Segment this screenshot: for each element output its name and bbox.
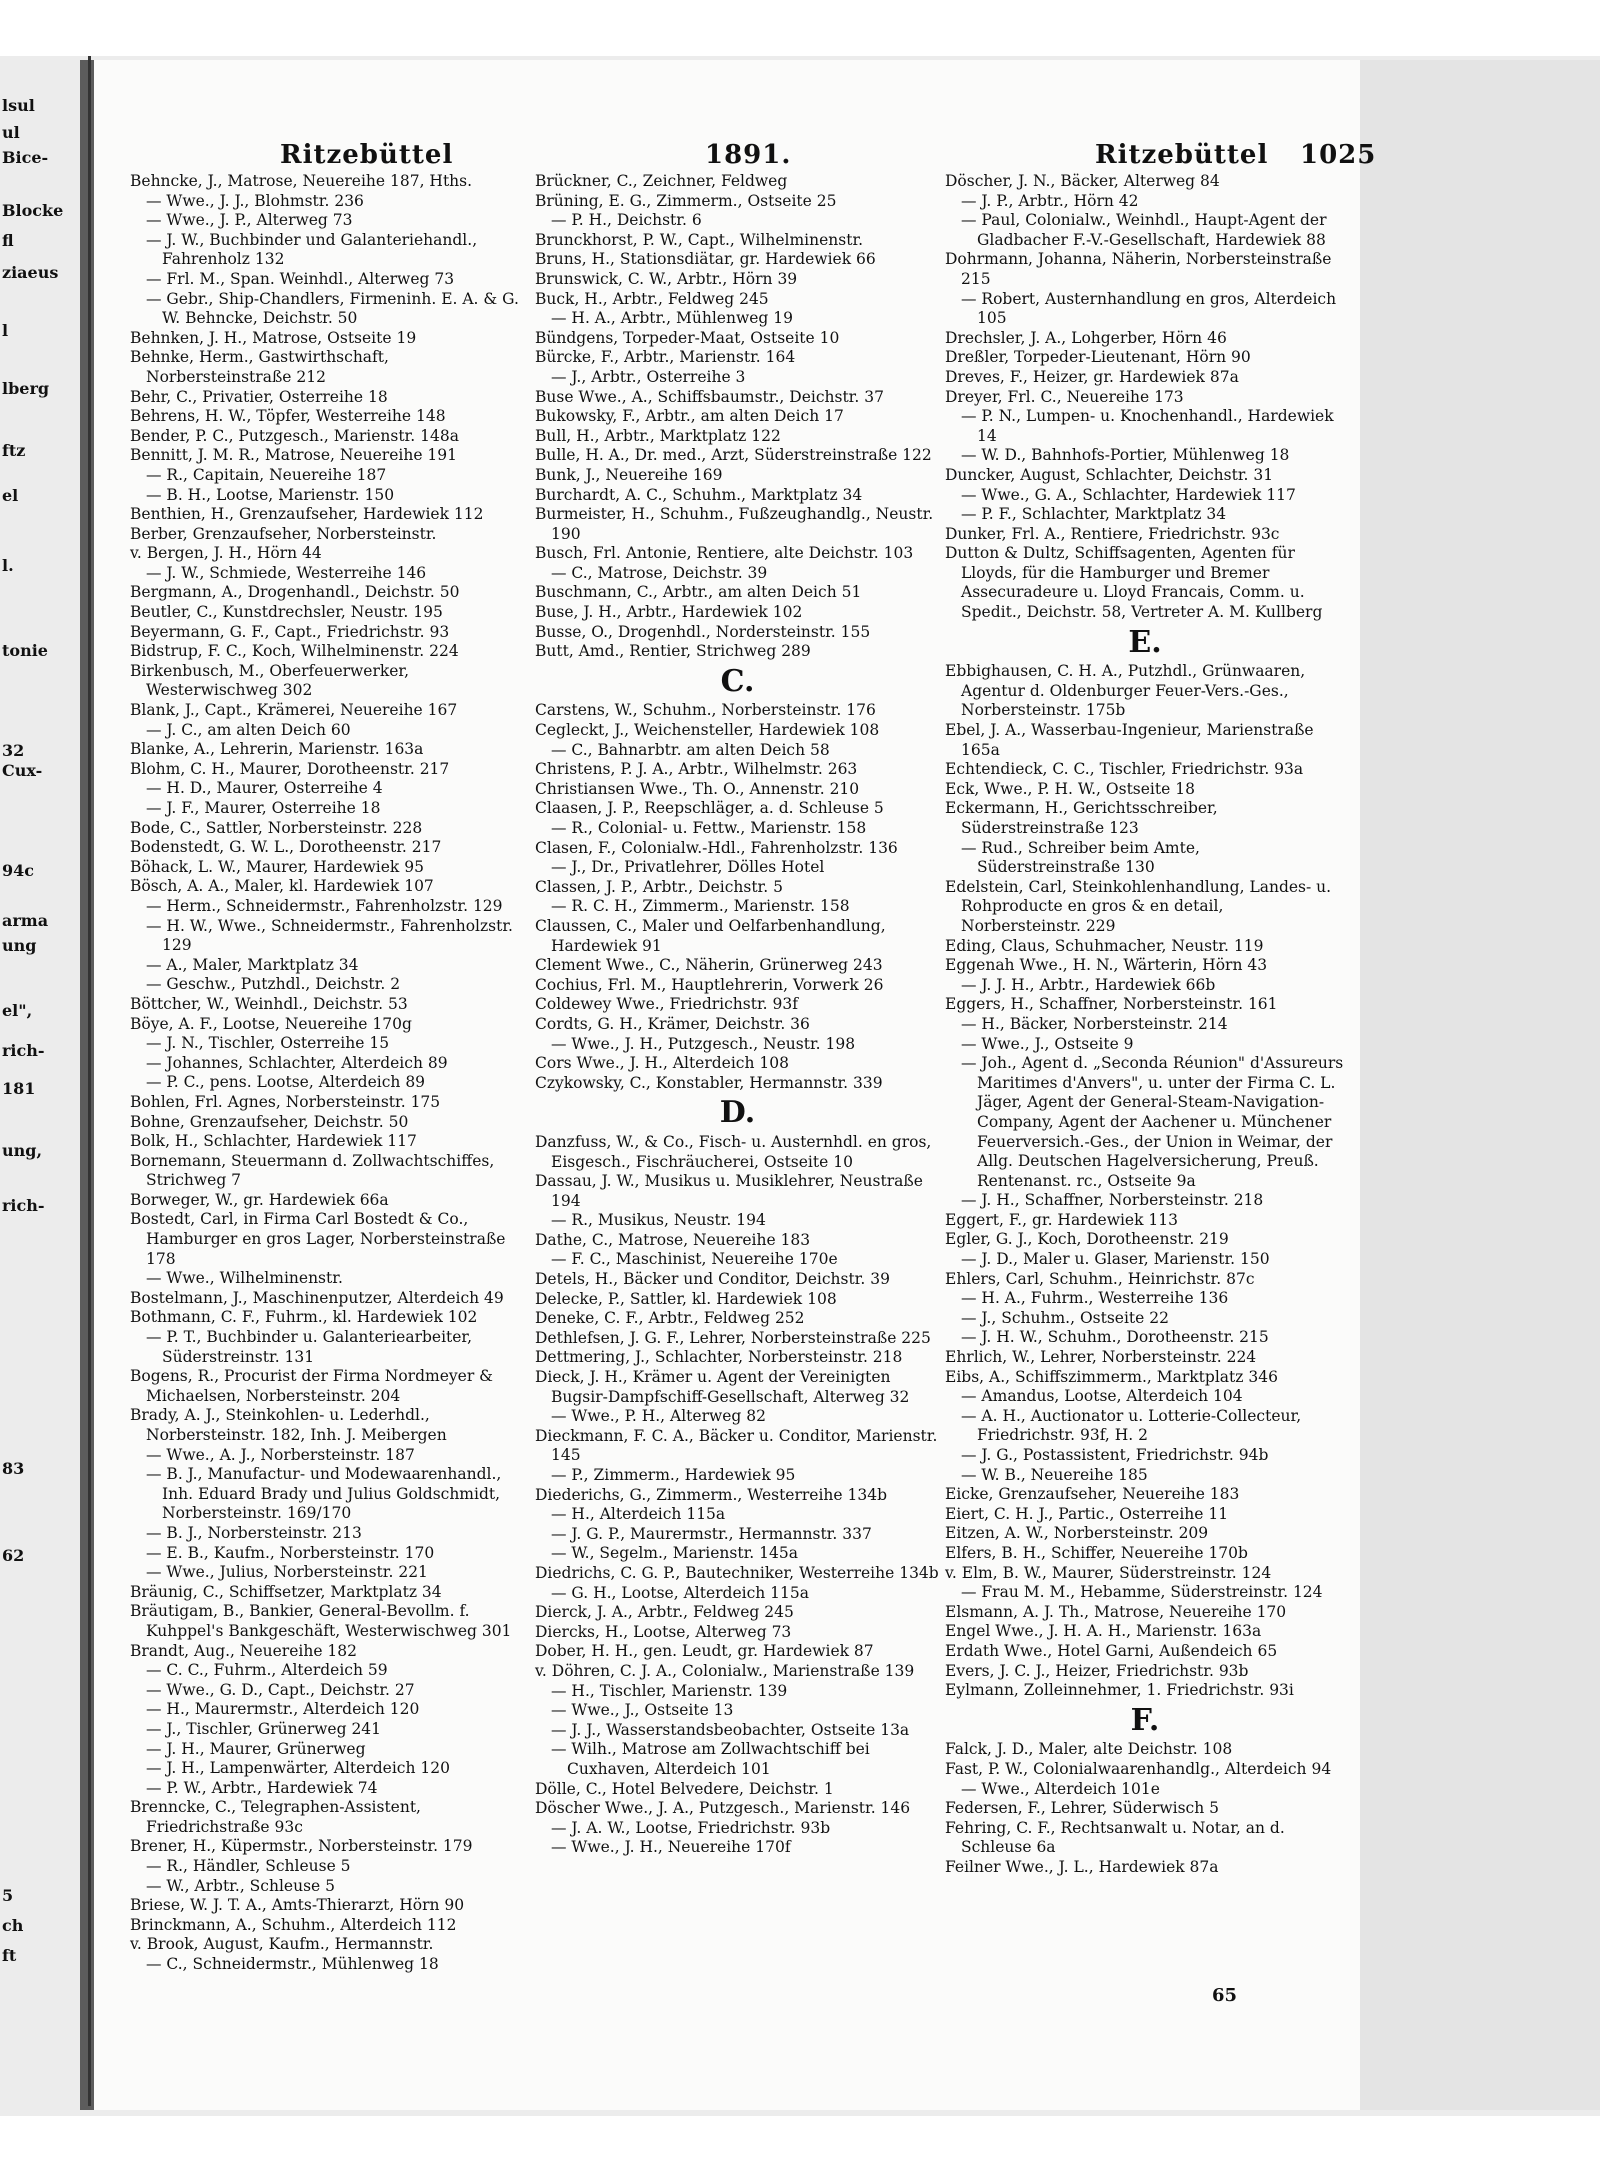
directory-entry: Brinckmann, A., Schuhm., Alterdeich 112 (130, 1915, 457, 1934)
margin-fragment: 181 (2, 1079, 36, 1098)
directory-entry: Elsmann, A. J. Th., Matrose, Neuereihe 170 (945, 1602, 1287, 1621)
directory-entry: Behnken, J. H., Matrose, Ostseite 19 (130, 328, 417, 347)
directory-entry: — R. C. H., Zimmerm., Marienstr. 158 (551, 897, 850, 916)
directory-entry: Christens, P. J. A., Arbtr., Wilhelmstr. 263 (535, 760, 858, 779)
directory-entry: — C., Bahnarbtr. am alten Deich 58 (551, 740, 830, 759)
directory-entry: — H. A., Arbtr., Mühlenweg 19 (551, 309, 793, 328)
directory-entry: Burmeister, H., Schuhm., Fußzeughandlg., Neustr. 190 (535, 505, 934, 543)
directory-entry: Brückner, C., Zeichner, Feldweg (535, 172, 788, 190)
directory-entry: Buschmann, C., Arbtr., am alten Deich 51 (535, 583, 862, 602)
directory-entry: Erdath Wwe., Hotel Garni, Außendeich 65 (945, 1641, 1278, 1660)
directory-entry: — P. F., Schlachter, Marktplatz 34 (961, 505, 1227, 524)
directory-entry: Buse Wwe., A., Schiffsbaumstr., Deichstr. 37 (535, 387, 884, 406)
margin-fragment: ung, (2, 1141, 43, 1160)
directory-entry: Ebbighausen, C. H. A., Putzhdl., Grünwaaren, Agentur d. Oldenburger Feuer-Vers.-Ges., Norbersteinstr. 175b (945, 662, 1306, 720)
section-letter: F. (1130, 1702, 1160, 1738)
margin-fragment: el", (2, 1001, 33, 1020)
directory-entry: Borweger, W., gr. Hardewiek 66a (130, 1190, 389, 1209)
directory-entry: Eggers, H., Schaffner, Norbersteinstr. 161 (945, 995, 1278, 1014)
page-number: 1025 (1300, 140, 1377, 170)
directory-entry: — J. G. P., Maurermstr., Hermannstr. 337 (551, 1524, 872, 1543)
directory-entry: Dethlefsen, J. G. F., Lehrer, Norbersteinstraße 225 (535, 1328, 931, 1347)
margin-fragment: ch (2, 1916, 24, 1935)
margin-fragment: ul (2, 123, 20, 142)
directory-entry: v. Döhren, C. J. A., Colonialw., Marienstraße 139 (535, 1661, 915, 1680)
directory-entry: Bergmann, A., Drogenhandl., Deichstr. 50 (130, 583, 460, 602)
directory-entry: Behr, C., Privatier, Osterreihe 18 (130, 387, 388, 406)
margin-fragment: ung (2, 936, 37, 955)
directory-entry: Brunckhorst, P. W., Capt., Wilhelminenstr. (535, 230, 864, 249)
directory-entry: — W. D., Bahnhofs-Portier, Mühlenweg 18 (961, 446, 1290, 465)
directory-column-2 (535, 172, 940, 1858)
directory-entry: — H., Tischler, Marienstr. 139 (551, 1681, 788, 1700)
directory-entry: Ehlers, Carl, Schuhm., Heinrichstr. 87c (945, 1269, 1255, 1288)
directory-entry: Bösch, A. A., Maler, kl. Hardewiek 107 (130, 877, 434, 896)
directory-entry: Bode, C., Sattler, Norbersteinstr. 228 (130, 818, 423, 837)
directory-column-3 (945, 172, 1345, 1877)
directory-entry: — Gebr., Ship-Chandlers, Firmeninh. E. A. & G. W. Behncke, Deichstr. 50 (146, 289, 519, 328)
directory-entry: Cors Wwe., J. H., Alterdeich 108 (535, 1054, 789, 1073)
directory-entry: — J. A. W., Lootse, Friedrichstr. 93b (551, 1818, 831, 1837)
directory-entry: — J. C., am alten Deich 60 (146, 720, 351, 739)
directory-entry: Bennitt, J. M. R., Matrose, Neuereihe 191 (130, 446, 457, 465)
directory-entry: Bräutigam, B., Bankier, General-Bevollm. f. Kuhppel's Bankgeschäft, Westerwischweg 301 (130, 1602, 512, 1640)
directory-entry: Fehring, C. F., Rechtsanwalt u. Notar, an d. Schleuse 6a (945, 1818, 1285, 1857)
directory-entry: — Rud., Schreiber beim Amte, Süderstreinstraße 130 (961, 838, 1200, 877)
page-edge-shadow (1360, 60, 1600, 2110)
directory-entry: Behrens, H. W., Töpfer, Westerreihe 148 (130, 407, 446, 426)
directory-entry: Burchardt, A. C., Schuhm., Marktplatz 34 (535, 485, 863, 504)
directory-entry: — B. J., Norbersteinstr. 213 (146, 1523, 362, 1542)
directory-entry: — J. H., Maurer, Grünerweg (146, 1739, 366, 1758)
directory-entry: Dohrmann, Johanna, Näherin, Norbersteinstraße 215 (945, 250, 1332, 288)
margin-fragment: lberg (2, 379, 50, 398)
directory-entry: Butt, Amd., Rentier, Strichweg 289 (535, 642, 811, 661)
margin-fragment: ziaeus (2, 263, 59, 282)
directory-entry: Claasen, J. P., Reepschläger, a. d. Schleuse 5 (535, 799, 884, 818)
directory-entry: — Herm., Schneidermstr., Fahrenholzstr. 129 (146, 896, 503, 915)
directory-entry: — Wwe., J. J., Blohmstr. 236 (146, 191, 364, 210)
directory-entry: — J. J., Wasserstandsbeobachter, Ostseite 13a (551, 1720, 910, 1739)
directory-entry: Bohlen, Frl. Agnes, Norbersteinstr. 175 (130, 1092, 441, 1111)
directory-entry: — C. C., Fuhrm., Alterdeich 59 (146, 1661, 388, 1680)
directory-entry: Danzfuss, W., & Co., Fisch- u. Austernhdl. en gros, Eisgesch., Fischräucherei, Ostseite 10 (535, 1132, 932, 1171)
margin-fragment: 32 (2, 741, 25, 760)
directory-entry: Behnke, Herm., Gastwirthschaft, Norbersteinstraße 212 (130, 348, 389, 386)
directory-entry: — J. W., Schmiede, Westerreihe 146 (146, 563, 427, 582)
margin-fragment: 62 (2, 1546, 25, 1565)
directory-entry: Böhack, L. W., Maurer, Hardewiek 95 (130, 857, 424, 876)
directory-entry: Echtendieck, C. C., Tischler, Friedrichstr. 93a (945, 760, 1304, 779)
directory-entry: Drechsler, J. A., Lohgerber, Hörn 46 (945, 328, 1227, 347)
margin-fragment: fl (2, 231, 14, 250)
directory-entry: Classen, J. P., Arbtr., Deichstr. 5 (535, 877, 783, 896)
directory-entry: Bostelmann, J., Maschinenputzer, Alterdeich 49 (130, 1288, 504, 1307)
directory-entry: Evers, J. C. J., Heizer, Friedrichstr. 93b (945, 1661, 1249, 1680)
directory-entry: — Wwe., Julius, Norbersteinstr. 221 (146, 1563, 428, 1582)
directory-entry: Brunswick, C. W., Arbtr., Hörn 39 (535, 269, 798, 288)
directory-entry: v. Brook, August, Kaufm., Hermannstr. (130, 1935, 434, 1954)
margin-fragment: arma (2, 911, 49, 930)
directory-entry: Dölle, C., Hotel Belvedere, Deichstr. 1 (535, 1779, 834, 1798)
directory-entry: — Joh., Agent d. „Seconda Réunion" d'Assureurs Maritimes d'Anvers", u. unter der Firma C. L. Jäger, Agent der General-Steam-Navigation-Company, Agent der Aachener u. Münchener Feuerversich.-Ges., der Union in Weimar, der Allg. Deutschen Hagelversicherung, Preuß. Rentenanst. rc., Ostseite 9a (961, 1054, 1344, 1190)
margin-fragment: 5 (2, 1886, 14, 1905)
directory-entry: Federsen, F., Lehrer, Süderwisch 5 (945, 1799, 1219, 1818)
directory-entry: — C., Matrose, Deichstr. 39 (551, 563, 768, 582)
directory-entry: Bothmann, C. F., Fuhrm., kl. Hardewiek 102 (130, 1308, 478, 1327)
directory-entry: — J. W., Buchbinder und Galanteriehandl., Fahrenholz 132 (146, 230, 478, 269)
directory-entry: Clasen, F., Colonialw.-Hdl., Fahrenholzstr. 136 (535, 838, 898, 857)
directory-entry: Dunker, Frl. A., Rentiere, Friedrichstr. 93c (945, 524, 1280, 543)
directory-entry: — Wwe., J. P., Alterweg 73 (146, 211, 353, 230)
directory-entry: Buse, J. H., Arbtr., Hardewiek 102 (535, 603, 803, 622)
margin-fragment: Bice- (2, 148, 49, 167)
directory-entry: Eck, Wwe., P. H. W., Ostseite 18 (945, 779, 1195, 798)
directory-entry: Carstens, W., Schuhm., Norbersteinstr. 176 (535, 701, 876, 720)
directory-entry: Bull, H., Arbtr., Marktplatz 122 (535, 426, 781, 445)
directory-entry: Bündgens, Torpeder-Maat, Ostseite 10 (535, 328, 840, 347)
directory-entry: Bulle, H. A., Dr. med., Arzt, Süderstreinstraße 122 (535, 446, 932, 465)
directory-entry: — H. W., Wwe., Schneidermstr., Fahrenholzstr. 129 (146, 916, 513, 955)
directory-entry: Brener, H., Küpermstr., Norbersteinstr. 179 (130, 1837, 473, 1856)
directory-entry: Eitzen, A. W., Norbersteinstr. 209 (945, 1524, 1209, 1543)
directory-entry: Engel Wwe., J. H. A. H., Marienstr. 163a (945, 1622, 1262, 1641)
directory-entry: Böttcher, W., Weinhdl., Deichstr. 53 (130, 994, 408, 1013)
directory-entry: — Wwe., J., Ostseite 9 (961, 1034, 1134, 1053)
directory-entry: — R., Capitain, Neuereihe 187 (146, 465, 387, 484)
directory-entry: — W., Segelm., Marienstr. 145a (551, 1544, 798, 1563)
margin-fragment: ftz (2, 441, 26, 460)
directory-entry: Beutler, C., Kunstdrechsler, Neustr. 195 (130, 603, 443, 622)
directory-entry: Behncke, J., Matrose, Neuereihe 187, Hths. (130, 172, 473, 190)
directory-entry: Fast, P. W., Colonialwaarenhandlg., Alterdeich 94 (945, 1759, 1332, 1778)
directory-entry: Eibs, A., Schiffszimmerm., Marktplatz 346 (945, 1367, 1278, 1386)
margin-fragment: ft (2, 1946, 17, 1965)
directory-entry: Bohne, Grenzaufseher, Deichstr. 50 (130, 1112, 409, 1131)
directory-entry: — H., Alterdeich 115a (551, 1505, 726, 1524)
directory-entry: — B. H., Lootse, Marienstr. 150 (146, 485, 395, 504)
directory-entry: — Wwe., Wilhelminenstr. (146, 1269, 343, 1288)
directory-entry: Ehrlich, W., Lehrer, Norbersteinstr. 224 (945, 1348, 1257, 1367)
directory-entry: Benthien, H., Grenzaufseher, Hardewiek 112 (130, 505, 484, 524)
directory-entry: Claussen, C., Maler und Oelfarbenhandlung, Hardewiek 91 (535, 916, 886, 955)
directory-entry: Brandt, Aug., Neuereihe 182 (130, 1641, 358, 1660)
directory-entry: — G. H., Lootse, Alterdeich 115a (551, 1583, 810, 1602)
directory-entry: Döscher Wwe., J. A., Putzgesch., Marienstr. 146 (535, 1799, 911, 1818)
directory-entry: Coldewey Wwe., Friedrichstr. 93f (535, 995, 798, 1014)
directory-entry: — Geschw., Putzhdl., Deichstr. 2 (146, 975, 401, 994)
directory-entry: Blanke, A., Lehrerin, Marienstr. 163a (130, 740, 424, 759)
directory-entry: — J., Dr., Privatlehrer, Dölles Hotel (551, 858, 825, 877)
directory-entry: — Frl. M., Span. Weinhdl., Alterweg 73 (146, 269, 455, 288)
directory-entry: Brüning, E. G., Zimmerm., Ostseite 25 (535, 191, 837, 210)
directory-entry: Bunk, J., Neuereihe 169 (535, 465, 723, 484)
directory-entry: Brenncke, C., Telegraphen-Assistent, Friedrichstraße 93c (130, 1798, 421, 1836)
directory-entry: v. Bergen, J. H., Hörn 44 (130, 544, 322, 563)
directory-entry: — Wwe., G. A., Schlachter, Hardewiek 117 (961, 485, 1296, 504)
directory-entry: — J. N., Tischler, Osterreihe 15 (146, 1034, 390, 1053)
directory-entry: — Paul, Colonialw., Weinhdl., Haupt-Agent der Gladbacher F.-V.-Gesellschaft, Hardewiek 88 (961, 211, 1327, 249)
directory-entry: Eckermann, H., Gerichtsschreiber, Süderstreinstraße 123 (945, 799, 1218, 837)
directory-entry: Eylmann, Zolleinnehmer, 1. Friedrichstr. 93i (945, 1681, 1294, 1700)
directory-entry: Döscher, J. N., Bäcker, Alterweg 84 (945, 172, 1220, 190)
directory-entry: — Wwe., J. H., Neuereihe 170f (551, 1838, 791, 1857)
directory-entry: — H. A., Fuhrm., Westerreihe 136 (961, 1289, 1229, 1308)
directory-entry: Bogens, R., Procurist der Firma Nordmeyer & Michaelsen, Norbersteinstr. 204 (130, 1367, 493, 1405)
directory-entry: Diedrichs, C. G. P., Bautechniker, Westerreihe 134b (535, 1563, 939, 1582)
directory-entry: Deneke, C. F., Arbtr., Feldweg 252 (535, 1309, 805, 1328)
directory-entry: — Wwe., Alterdeich 101e (961, 1779, 1160, 1798)
directory-entry: Bruns, H., Stationsdiätar, gr. Hardewiek 66 (535, 250, 876, 269)
directory-entry: Egler, G. J., Koch, Dorotheenstr. 219 (945, 1230, 1229, 1249)
directory-entry: — R., Colonial- u. Fettw., Marienstr. 158 (551, 819, 867, 837)
directory-entry: Berber, Grenzaufseher, Norbersteinstr. (130, 524, 437, 543)
directory-entry: — Wwe., G. D., Capt., Deichstr. 27 (146, 1680, 415, 1699)
directory-entry: — Wwe., J., Ostseite 13 (551, 1701, 734, 1720)
directory-entry: Edelstein, Carl, Steinkohlenhandlung, Landes- u. Rohproducte en gros & en detail, Norbersteinstr. 229 (945, 877, 1332, 935)
section-letter: D. (719, 1095, 756, 1131)
directory-entry: — J. H., Lampenwärter, Alterdeich 120 (146, 1759, 450, 1778)
directory-entry: Clement Wwe., C., Näherin, Grünerweg 243 (535, 956, 883, 975)
directory-entry: — F. C., Maschinist, Neuereihe 170e (551, 1250, 838, 1269)
directory-entry: — P. T., Buchbinder u. Galanteriearbeiter, Süderstreinstr. 131 (146, 1328, 473, 1366)
directory-entry: — J., Schuhm., Ostseite 22 (961, 1308, 1169, 1327)
left-page-margin-fragments (0, 56, 91, 2106)
directory-entry: Bukowsky, F., Arbtr., am alten Deich 17 (535, 407, 844, 426)
directory-entry: — P. C., pens. Lootse, Alterdeich 89 (146, 1073, 426, 1092)
directory-entry: — P. H., Deichstr. 6 (551, 211, 702, 230)
directory-entry: Bornemann, Steuermann d. Zollwachtschiffes, Strichweg 7 (130, 1151, 495, 1190)
margin-fragment: l (2, 321, 9, 340)
directory-entry: Eggert, F., gr. Hardewiek 113 (945, 1210, 1178, 1229)
directory-entry: Ebel, J. A., Wasserbau-Ingenieur, Marienstraße 165a (945, 721, 1314, 759)
directory-entry: Eding, Claus, Schuhmacher, Neustr. 119 (945, 936, 1264, 955)
margin-fragment: lsul (2, 96, 35, 115)
directory-entry: Christiansen Wwe., Th. O., Annenstr. 210 (535, 779, 860, 798)
margin-fragment: Blocke (2, 201, 64, 220)
directory-entry: — P. W., Arbtr., Hardewiek 74 (146, 1778, 378, 1797)
directory-entry: — W., Arbtr., Schleuse 5 (146, 1876, 335, 1895)
section-letter: E. (1128, 624, 1162, 660)
directory-entry: Eggenah Wwe., H. N., Wärterin, Hörn 43 (945, 956, 1268, 975)
directory-entry: Busch, Frl. Antonie, Rentiere, alte Deichstr. 103 (535, 544, 914, 563)
directory-entry: Dassau, J. W., Musikus u. Musiklehrer, Neustraße 194 (535, 1172, 923, 1210)
directory-entry: Diercks, H., Lootse, Alterweg 73 (535, 1622, 792, 1641)
directory-entry: — J. F., Maurer, Osterreihe 18 (146, 799, 381, 817)
margin-fragment: el (2, 486, 19, 505)
sheet-signature: 65 (1212, 1985, 1238, 2006)
directory-entry: Dierck, J. A., Arbtr., Feldweg 245 (535, 1603, 794, 1622)
margin-fragment: 83 (2, 1459, 25, 1478)
directory-entry: Elfers, B. H., Schiffer, Neuereihe 170b (945, 1543, 1248, 1562)
directory-entry: — J. H. W., Schuhm., Dorotheenstr. 215 (961, 1328, 1269, 1347)
directory-entry: — J., Arbtr., Osterreihe 3 (551, 367, 746, 386)
directory-entry: Dober, H. H., gen. Leudt, gr. Hardewiek 87 (535, 1642, 874, 1661)
directory-entry: Brady, A. J., Steinkohlen- u. Lederhdl., Norbersteinstr. 182, Inh. J. Meibergen (130, 1406, 447, 1444)
directory-entry: — R., Händler, Schleuse 5 (146, 1857, 351, 1876)
directory-entry: Feilner Wwe., J. L., Hardewiek 87a (945, 1857, 1219, 1876)
directory-entry: — P. N., Lumpen- u. Knochenhandl., Hardewiek 14 (961, 407, 1334, 445)
directory-entry: — Robert, Austernhandlung en gros, Alterdeich 105 (961, 289, 1337, 328)
margin-fragment: l. (2, 556, 14, 575)
directory-entry: Dreyer, Frl. C., Neuereihe 173 (945, 387, 1184, 406)
directory-entry: Diederichs, G., Zimmerm., Westerreihe 134b (535, 1485, 888, 1504)
directory-entry: — J., Tischler, Grünerweg 241 (146, 1719, 382, 1738)
directory-entry: Dutton & Dultz, Schiffsagenten, Agenten für Lloyds, für die Hamburger und Bremer Assecuradeure u. Lloyd Francais, Comm. u. Spedit., Deichstr. 58, Vertreter A. M. Kullberg (945, 544, 1323, 622)
directory-entry: Buck, H., Arbtr., Feldweg 245 (535, 289, 769, 308)
directory-entry: Bodenstedt, G. W. L., Dorotheenstr. 217 (130, 838, 442, 857)
directory-entry: Beyermann, G. F., Capt., Friedrichstr. 93 (130, 622, 450, 641)
directory-entry: — Wilh., Matrose am Zollwachtschiff bei Cuxhaven, Alterdeich 101 (551, 1740, 870, 1778)
directory-entry: — R., Musikus, Neustr. 194 (551, 1211, 766, 1230)
directory-entry: Birkenbusch, M., Oberfeuerwerker, Westerwischweg 302 (130, 661, 410, 700)
directory-entry: — P., Zimmerm., Hardewiek 95 (551, 1466, 796, 1484)
directory-entry: — Wwe., J. H., Putzgesch., Neustr. 198 (551, 1034, 856, 1053)
directory-entry: — W. B., Neuereihe 185 (961, 1465, 1148, 1484)
directory-entry: Eiert, C. H. J., Partic., Osterreihe 11 (945, 1504, 1229, 1523)
directory-entry: — A. H., Auctionator u. Lotterie-Collecteur, Friedrichstr. 93f, H. 2 (961, 1406, 1302, 1445)
directory-entry: Dreßler, Torpeder-Lieutenant, Hörn 90 (945, 348, 1251, 367)
directory-entry: — H., Maurermstr., Alterdeich 120 (146, 1700, 420, 1719)
margin-fragment: tonie (2, 641, 48, 660)
directory-entry: — B. J., Manufactur- und Modewaarenhandl., Inh. Eduard Brady und Julius Goldschmidt, Norbersteinstr. 169/170 (146, 1465, 502, 1523)
directory-entry: Briese, W. J. T. A., Amts-Thierarzt, Hörn 90 (130, 1896, 465, 1915)
header-year: 1891. (705, 140, 792, 170)
directory-entry: — Amandus, Lootse, Alterdeich 104 (961, 1387, 1243, 1406)
header-place-left: Ritzebüttel (280, 140, 454, 170)
section-letter: C. (720, 663, 755, 699)
directory-entry: Bender, P. C., Putzgesch., Marienstr. 148a (130, 426, 459, 445)
header-place-right: Ritzebüttel (1095, 140, 1269, 170)
margin-fragment: Cux- (2, 761, 43, 780)
directory-entry: Duncker, August, Schlachter, Deichstr. 31 (945, 465, 1274, 484)
directory-entry: — Wwe., P. H., Alterweg 82 (551, 1407, 766, 1426)
directory-entry: Bostedt, Carl, in Firma Carl Bostedt & Co., Hamburger en gros Lager, Norbersteinstraße 178 (130, 1210, 506, 1268)
directory-entry: Bidstrup, F. C., Koch, Wilhelminenstr. 224 (130, 642, 459, 661)
directory-entry: v. Elm, B. W., Maurer, Süderstreinstr. 124 (945, 1563, 1272, 1582)
directory-entry: — E. B., Kaufm., Norbersteinstr. 170 (146, 1543, 435, 1562)
margin-fragment: rich- (2, 1041, 45, 1060)
directory-entry: — J. H., Schaffner, Norbersteinstr. 218 (961, 1191, 1264, 1210)
margin-fragment: 94c (2, 861, 35, 880)
margin-fragment: rich- (2, 1196, 45, 1215)
directory-column-1 (130, 172, 530, 1975)
directory-entry: Blank, J., Capt., Krämerei, Neuereihe 167 (130, 701, 458, 720)
directory-entry: Busse, O., Drogenhdl., Nordersteinstr. 155 (535, 622, 871, 641)
directory-entry: Dieck, J. H., Krämer u. Agent der Vereinigten Bugsir-Dampfschiff-Gesellschaft, Alterweg 32 (535, 1368, 910, 1406)
directory-entry: Dettmering, J., Schlachter, Norbersteinstr. 218 (535, 1348, 903, 1367)
directory-entry: Böye, A. F., Lootse, Neuereihe 170g (130, 1014, 412, 1033)
directory-entry: Bürcke, F., Arbtr., Marienstr. 164 (535, 348, 796, 367)
directory-entry: Blohm, C. H., Maurer, Dorotheenstr. 217 (130, 759, 450, 778)
directory-entry: Cegleckt, J., Weichensteller, Hardewiek 108 (535, 721, 880, 740)
directory-entry: — A., Maler, Marktplatz 34 (146, 955, 359, 974)
directory-entry: — J. D., Maler u. Glaser, Marienstr. 150 (961, 1250, 1270, 1269)
directory-entry: — Wwe., A. J., Norbersteinstr. 187 (146, 1445, 415, 1464)
directory-entry: — Frau M. M., Hebamme, Süderstreinstr. 124 (961, 1583, 1323, 1602)
directory-entry: Dreves, F., Heizer, gr. Hardewiek 87a (945, 367, 1239, 386)
directory-entry: Czykowsky, C., Konstabler, Hermannstr. 339 (535, 1073, 883, 1092)
directory-entry: Delecke, P., Sattler, kl. Hardewiek 108 (535, 1289, 837, 1308)
directory-entry: — J. P., Arbtr., Hörn 42 (961, 191, 1139, 210)
directory-entry: Falck, J. D., Maler, alte Deichstr. 108 (945, 1740, 1233, 1759)
directory-entry: Dieckmann, F. C. A., Bäcker u. Conditor, Marienstr. 145 (535, 1426, 938, 1465)
directory-entry: — H., Bäcker, Norbersteinstr. 214 (961, 1014, 1228, 1033)
directory-entry: — J. G., Postassistent, Friedrichstr. 94b (961, 1446, 1269, 1464)
directory-entry: — H. D., Maurer, Osterreihe 4 (146, 779, 383, 798)
directory-entry: Detels, H., Bäcker und Conditor, Deichstr. 39 (535, 1270, 890, 1289)
directory-entry: — J. J. H., Arbtr., Hardewiek 66b (961, 975, 1216, 994)
directory-entry: Bolk, H., Schlachter, Hardewiek 117 (130, 1132, 417, 1151)
directory-entry: — Johannes, Schlachter, Alterdeich 89 (146, 1053, 448, 1072)
directory-entry: — C., Schneidermstr., Mühlenweg 18 (146, 1955, 439, 1974)
directory-entry: Cochius, Frl. M., Hauptlehrerin, Vorwerk 26 (535, 975, 884, 994)
directory-entry: Eicke, Grenzaufseher, Neuereihe 183 (945, 1485, 1240, 1504)
directory-entry: Bräunig, C., Schiffsetzer, Marktplatz 34 (130, 1582, 442, 1601)
directory-entry: Cordts, G. H., Krämer, Deichstr. 36 (535, 1014, 810, 1033)
directory-entry: Dathe, C., Matrose, Neuereihe 183 (535, 1230, 811, 1249)
